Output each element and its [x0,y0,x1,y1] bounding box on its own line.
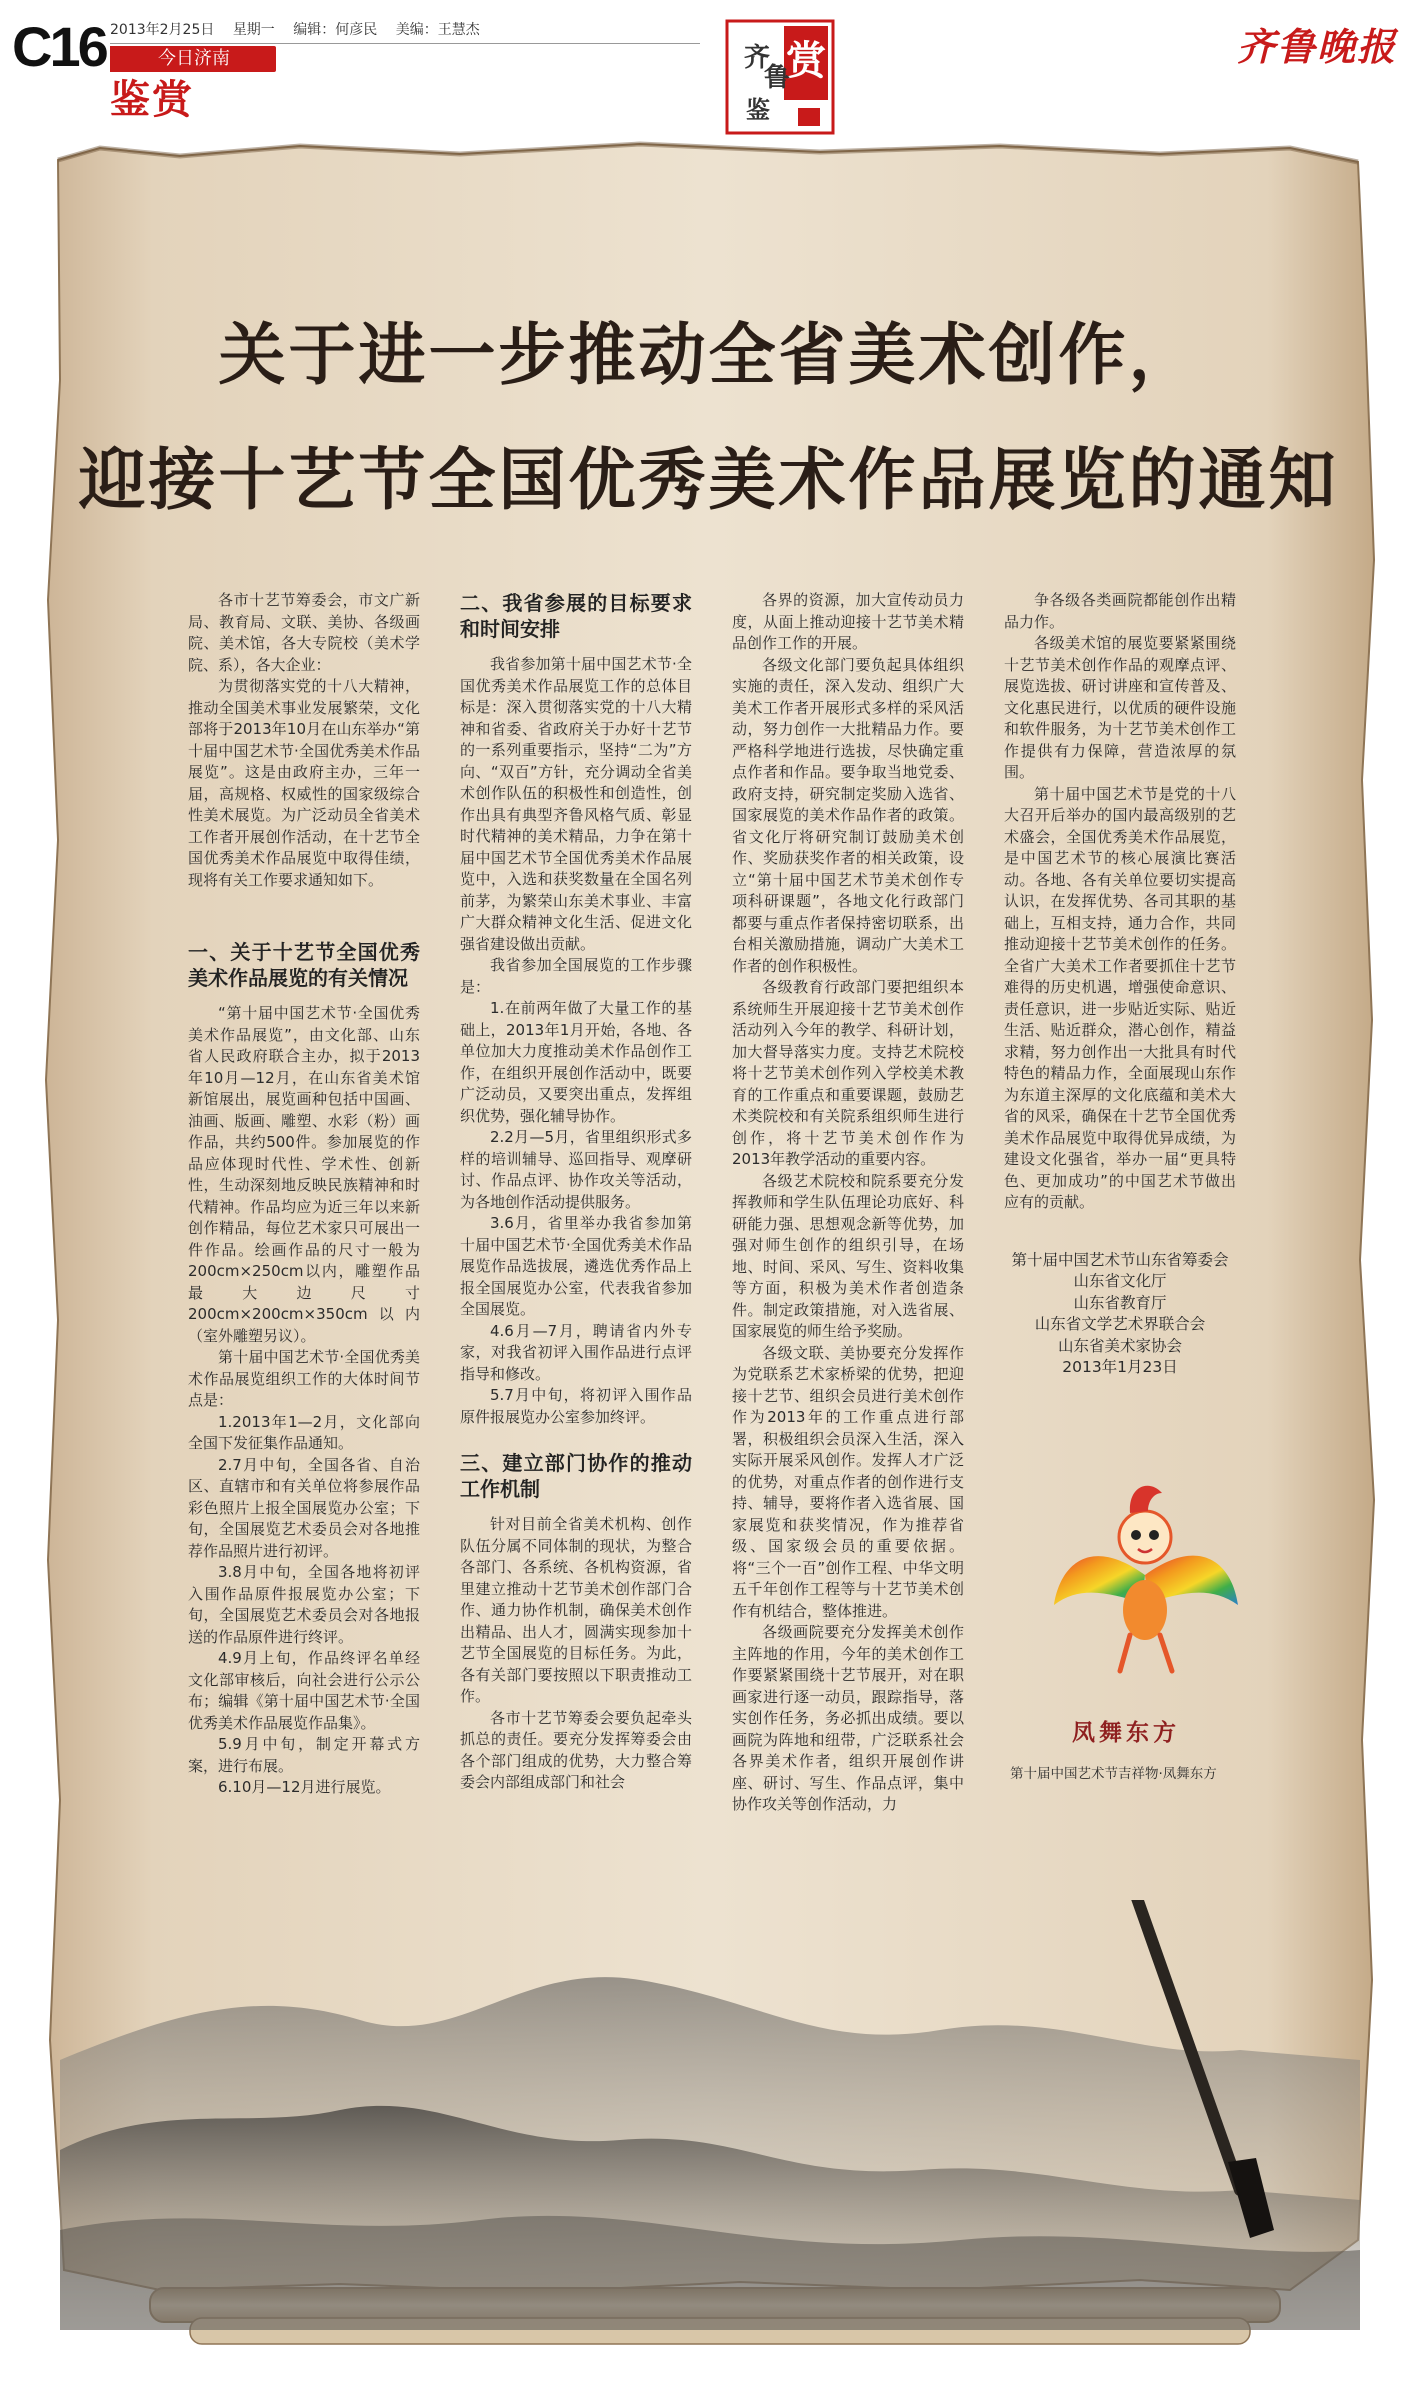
paragraph: 1.2013年1—2月，文化部向全国下发征集作品通知。 [188,1412,420,1452]
paragraph: 我省参加第十届中国艺术节·全国优秀美术作品展览工作的总体目标是：深入贯彻落实党的十八大精神和省委、省政府关于办好十艺节的一系列重要指示，坚持“二为”方向、“双百”方针，充分调动全省美术创作队伍的积极性和创造性，创作出具有典型齐鲁风格气质、彰显时代精神的美术精品，力争在第十届中国艺术节全国优秀美术作品展览中，入选和获奖数量在全国名列前茅，为繁荣山东美术事业、丰富广大群众精神文化生活、促进文化强省建设做出贡献。 [460,655,692,953]
signatory: 第十届中国艺术节山东省筹委会 [1011,1250,1229,1269]
article-column-1 [188,590,420,1799]
editor-credit: 编辑：何彦民 [293,22,378,38]
paragraph: 各级文联、美协要充分发挥作为党联系艺术家桥梁的优势，把迎接十艺节、组织会员进行美术创作作为2013年的工作重点进行部署，积极组织会员深入生活，深入实际开展采风创作。发挥人才广泛的优势，对重点作者的创作进行支持、辅导，要将作者入选省展、国家展览和获奖情况，作为推荐省级、国家级会员的重要依据。将“三个一百”创作工程、中华文明五千年创作工程等与十艺节美术创作有机结合，整体推进。 [732,1343,964,1620]
signature-date: 2013年1月23日 [1062,1358,1178,1376]
paragraph: 各级艺术院校和院系要充分发挥教师和学生队伍理论功底好、科研能力强、思想观念新等优势，加强对师生创作的组织引导，在场地、时间、采风、写生、资料收集等方面，积极为美术作者创造条件。制定政策措施，对入选省展、国家展览的师生给予奖励。 [732,1171,964,1340]
phoenix-mascot-icon [1050,1475,1240,1675]
mascot-name: 凤舞东方 [1072,1720,1180,1746]
section-heading-2: 二、我省参展的目标要求和时间安排 [460,591,692,641]
svg-text:鲁: 鲁 [764,63,791,93]
paragraph: 各级画院要充分发挥美术创作主阵地的作用，今年的美术创作工作要紧紧围绕十艺节展开，对在职画家进行逐一动员，跟踪指导，落实创作任务，务必抓出成绩。要以画院为阵地和纽带，广泛联系社会各界美术作者，组织开展创作讲座、研讨、写生、作品点评，集中协作攻关等创作活动，力 [732,1623,964,1813]
ink-landscape-illustration [60,1900,1360,2330]
paragraph: 各级教育行政部门要把组织本系统师生开展迎接十艺节美术创作活动列入今年的教学、科研计划，加大督导落实力度。支持艺术院校将十艺节美术创作列入学校美术教育的工作重点和重要课题，鼓励艺术类院校和有关院系组织师生进行创作，将十艺节美术创作作为2013年教学活动的重要内容。 [732,978,964,1168]
designer-credit: 美编：王慧杰 [395,22,480,38]
paragraph: 针对目前全省美术机构、创作队伍分属不同体制的现状，为整合各部门、各系统、各机构资源，省里建立推动十艺节美术创作部门合作、通力协作机制，确保美术创作出精品、出人才，圆满实现参加十艺节全国展览的目标任务。为此，各有关部门要按照以下职责推动工作。 [460,1515,692,1705]
signatory: 山东省文学艺术界联合会 [1034,1315,1206,1333]
paragraph: 2.2月—5月，省里组织形式多样的培训辅导、巡回指导、观摩研讨、作品点评、协作攻关等活动，为各地创作活动提供服务。 [460,1128,692,1211]
paragraph: 各级文化部门要负起具体组织实施的责任，深入发动、组织广大美术工作者开展形式多样的采风活动，努力创作一大批精品力作。要严格科学地进行选拔，尽快确定重点作者和作品。要争取当地党委、政府支持，研究制定奖励入选省、国家展览的美术作品作者的政策。省文化厅将研究制订鼓励美术创作、奖励获奖作者的相关政策，设立“第十届中国艺术节美术创作专项科研课题”，各地文化行政部门都要与重点作者保持密切联系，出台相关激励措施，调动广大美术工作者的创作积极性。 [732,655,964,975]
signatory: 山东省美术家协会 [1057,1336,1182,1355]
paragraph: 各级美术馆的展览要紧紧围绕十艺节美术创作作品的观摩点评、展览选拔、研讨讲座和宣传普及、文化惠民进行，以优质的硬件设施和软件服务，为十艺节美术创作工作提供有力保障，营造浓厚的氛围。 [1004,634,1236,781]
paragraph: 6.10月—12月进行展览。 [218,1778,391,1796]
article-column-3 [732,590,964,1816]
article-column-4 [1004,590,1236,1379]
paragraph: 为贯彻落实党的十八大精神，推动全国美术事业发展繁荣，文化部将于2013年10月在山东举办“第十届中国艺术节·全国优秀美术作品展览”。这是由政府主办，三年一届，高规格、权威性的国家级综合性美术展览。为广泛动员全省美术工作者开展创作活动，在十艺节全国优秀美术作品展览中取得佳绩，现将有关工作要求通知如下。 [188,677,420,889]
svg-text:鉴: 鉴 [746,95,770,124]
page-number: C16 [12,15,106,78]
paragraph: 3.8月中旬，全国各地将初评入围作品原件报展览办公室；下旬，全国展览艺术委员会对各地报送的作品原件进行终评。 [188,1563,420,1646]
paragraph: 1.在前两年做了大量工作的基础上，2013年1月开始，各地、各单位加大力度推动美术作品创作工作，在组织开展创作活动中，既要广泛动员，又要突出重点，发挥组织优势，强化辅导协作。 [460,999,692,1125]
article-title-line2: 迎接十艺节全国优秀美术作品展览的通知 [78,441,1339,519]
paragraph: “第十届中国艺术节·全国优秀美术作品展览”，由文化部、山东省人民政府联合主办，拟于2013年10月—12月，在山东省美术馆新馆展出，展览画种包括中国画、油画、版画、雕塑、水彩（粉）画作品，共约500件。参加展览的作品应体现时代性、学术性、创新性，生动深刻地反映民族精神和时代精神。作品均应为近三年以来新创作精品，每位艺术家只可展出一件作品。绘画作品的尺寸一般为200cm×250cm以内，雕塑作品最大边尺寸200cm×200cm×350cm以内（室外雕塑另议）。 [188,1004,420,1345]
section-heading-1: 一、关于十艺节全国优秀美术作品展览的有关情况 [188,940,420,990]
paragraph: 3.6月，省里举办我省参加第十届中国艺术节·全国优秀美术作品展览作品选拔展，遴选优秀作品上报全国展览办公室，代表我省参加全国展览。 [460,1214,692,1318]
article-column-2 [460,590,692,1794]
section-tag: 今日济南 [110,46,276,72]
article-title-line1: 关于进一步推动全省美术创作， [218,316,1199,394]
paragraph: 各市十艺节筹委会要负起牵头抓总的责任。要充分发挥筹委会由各个部门组成的优势，大力整合筹委会内部组成部门和社会 [460,1708,692,1791]
paragraph: 第十届中国艺术节·全国优秀美术作品展览组织工作的大体时间节点是： [188,1348,420,1409]
paragraph: 4.9月上旬，作品终评名单经文化部审核后，向社会进行公示公布；编辑《第十届中国艺术节·全国优秀美术作品展览作品集》。 [188,1649,420,1732]
signatory: 山东省教育厅 [1073,1293,1167,1312]
paragraph: 各界的资源，加大宣传动员力度，从面上推动迎接十艺节美术精品创作工作的开展。 [732,591,964,652]
paragraph: 第十届中国艺术节是党的十八大召开后举办的国内最高级别的艺术盛会，全国优秀美术作品展览，是中国艺术节的核心展演比赛活动。各地、各有关单位要切实提高认识，在发挥优势、各司其职的基础上，互相支持，通力合作，共同推动迎接十艺节美术创作的任务。全省广大美术工作者要抓住十艺节难得的历史机遇，增强使命意识、责任意识，进一步贴近实际、贴近生活、贴近群众，潜心创作，精益求精，努力创作出一大批具有时代特色的精品力作，全面展现山东作为东道主深厚的文化底蕴和美术大省的风采，确保在十艺节全国优秀美术作品展览中取得优异成绩，为建设文化强省，举办一届“更具特色、更加成功”的中国艺术节做出应有的贡献。 [1004,784,1236,1211]
section-name: 鉴赏 [110,77,194,123]
paragraph: 2.7月中旬，全国各省、自治区、直辖市和有关单位将参展作品彩色照片上报全国展览办公室；下旬，全国展览艺术委员会对各地推荐作品照片进行初评。 [188,1455,420,1560]
paragraph: 4.6月—7月，聘请省内外专家，对我省初评入围作品进行点评指导和修改。 [460,1321,692,1383]
paragraph: 各市十艺节筹委会，市文广新局、教育局、文联、美协、各级画院、美术馆，各大专院校（美术学院、系），各大企业： [188,591,420,674]
newspaper-brand: 齐鲁晚报 [1236,24,1397,69]
signatory: 山东省文化厅 [1073,1272,1167,1290]
issue-date: 2013年2月25日 [110,22,215,38]
issue-weekday: 星期一 [232,22,275,38]
section-heading-3: 三、建立部门协作的推动工作机制 [460,1451,692,1501]
svg-text:齐: 齐 [744,43,771,73]
mascot-caption: 第十届中国艺术节吉祥物·凤舞东方 [1010,1766,1217,1782]
column-seal-logo [724,18,836,136]
header-divider [110,43,700,44]
paragraph: 5.9月中旬，制定开幕式方案，进行布展。 [188,1735,420,1775]
header-meta [110,20,494,40]
paragraph: 争各级各类画院都能创作出精品力作。 [1004,591,1236,631]
svg-text:赏: 赏 [786,37,826,84]
paragraph: 我省参加全国展览的工作步骤是： [460,956,692,996]
paragraph: 5.7月中旬，将初评入围作品原件报展览办公室参加终评。 [460,1386,692,1426]
